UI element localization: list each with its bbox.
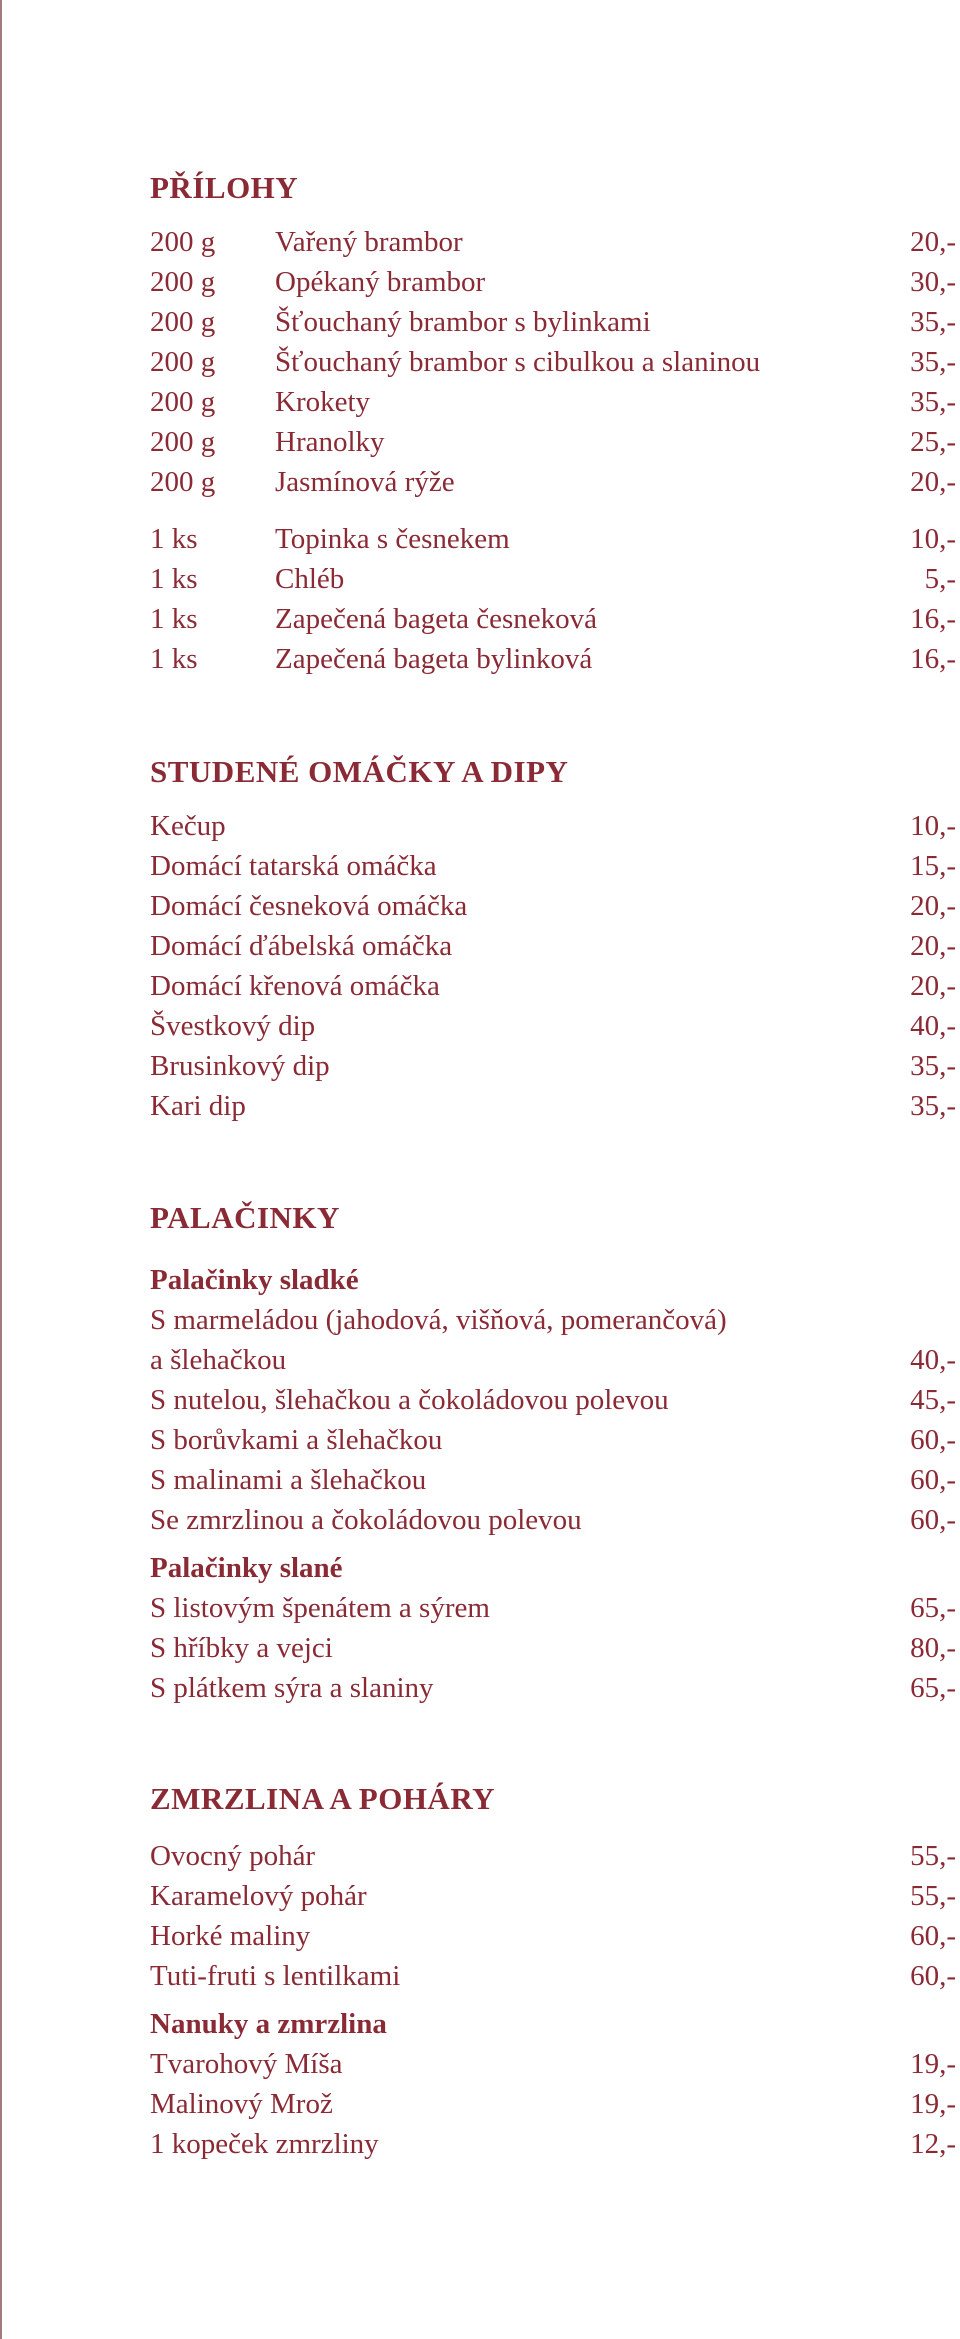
item-price: 40,- bbox=[910, 1010, 956, 1042]
item-name: Šťouchaný brambor s bylinkami bbox=[275, 306, 651, 338]
menu-item bbox=[150, 342, 956, 382]
item-name: Švestkový dip bbox=[150, 1010, 316, 1042]
item-price: 55,- bbox=[910, 1880, 956, 1912]
item-name: Tuti-fruti s lentilkami bbox=[150, 1960, 401, 1992]
menu-item bbox=[150, 1916, 956, 1956]
menu-item bbox=[150, 1086, 956, 1126]
item-price: 45,- bbox=[910, 1384, 956, 1416]
item-qty: 200 g bbox=[150, 226, 216, 258]
menu-item bbox=[150, 1340, 956, 1380]
section-title-prilohy: PŘÍLOHY bbox=[150, 170, 299, 205]
item-name: Ovocný pohár bbox=[150, 1840, 316, 1872]
item-name: Jasmínová rýže bbox=[275, 466, 455, 498]
left-border-line bbox=[0, 0, 2, 2339]
item-name: Domácí ďábelská omáčka bbox=[150, 930, 453, 962]
item-price: 35,- bbox=[910, 346, 956, 378]
item-price: 25,- bbox=[910, 426, 956, 458]
item-name: Domácí tatarská omáčka bbox=[150, 850, 437, 882]
item-price: 15,- bbox=[910, 850, 956, 882]
subsection-title-sweet: Palačinky sladké bbox=[150, 1264, 359, 1296]
item-price: 35,- bbox=[910, 306, 956, 338]
item-price: 20,- bbox=[910, 226, 956, 258]
menu-item bbox=[150, 302, 956, 342]
item-qty: 1 ks bbox=[150, 643, 198, 675]
item-name: Horké maliny bbox=[150, 1920, 311, 1952]
item-price: 65,- bbox=[910, 1592, 956, 1624]
menu-item bbox=[150, 262, 956, 302]
item-name: S malinami a šlehačkou bbox=[150, 1464, 427, 1496]
item-name: S hříbky a vejci bbox=[150, 1632, 333, 1664]
menu-item bbox=[150, 806, 956, 846]
menu-item bbox=[150, 1420, 956, 1460]
item-price: 20,- bbox=[910, 930, 956, 962]
item-name: Šťouchaný brambor s cibulkou a slaninou bbox=[275, 346, 761, 378]
item-name: Chléb bbox=[275, 563, 345, 595]
menu-item bbox=[150, 519, 956, 559]
item-price: 20,- bbox=[910, 466, 956, 498]
item-name: S plátkem sýra a slaniny bbox=[150, 1672, 434, 1704]
item-price: 60,- bbox=[910, 1504, 956, 1536]
menu-item bbox=[150, 926, 956, 966]
item-name: a šlehačkou bbox=[150, 1344, 287, 1376]
item-name: Tvarohový Míša bbox=[150, 2048, 343, 2080]
subsection-title-salty: Palačinky slané bbox=[150, 1552, 343, 1584]
item-name: Karamelový pohár bbox=[150, 1880, 367, 1912]
item-price: 55,- bbox=[910, 1840, 956, 1872]
item-price: 20,- bbox=[910, 890, 956, 922]
menu-item bbox=[150, 966, 956, 1006]
menu-item bbox=[150, 2124, 956, 2164]
item-name: S nutelou, šlehačkou a čokoládovou polevou bbox=[150, 1384, 669, 1416]
item-name: Topinka s česnekem bbox=[275, 523, 510, 555]
menu-item bbox=[150, 886, 956, 926]
item-price: 10,- bbox=[910, 810, 956, 842]
item-price: 60,- bbox=[910, 1920, 956, 1952]
menu-item bbox=[150, 462, 956, 502]
item-name: 1 kopeček zmrzliny bbox=[150, 2128, 379, 2160]
item-name: Domácí česneková omáčka bbox=[150, 890, 468, 922]
subsection-title-nanuky: Nanuky a zmrzlina bbox=[150, 2008, 387, 2040]
item-price: 19,- bbox=[910, 2048, 956, 2080]
item-price: 16,- bbox=[910, 643, 956, 675]
item-name: S borůvkami a šlehačkou bbox=[150, 1424, 443, 1456]
menu-item bbox=[150, 1668, 956, 1708]
item-qty: 200 g bbox=[150, 266, 216, 298]
menu-item bbox=[150, 1500, 956, 1540]
menu-item bbox=[150, 639, 956, 679]
item-qty: 200 g bbox=[150, 426, 216, 458]
item-price: 12,- bbox=[910, 2128, 956, 2160]
menu-item bbox=[150, 1460, 956, 1500]
section-title-zmrzlina: ZMRZLINA A POHÁRY bbox=[150, 1781, 496, 1816]
item-price: 16,- bbox=[910, 603, 956, 635]
item-qty: 200 g bbox=[150, 346, 216, 378]
menu-item bbox=[150, 1628, 956, 1668]
item-qty: 1 ks bbox=[150, 603, 198, 635]
item-name: Krokety bbox=[275, 386, 371, 418]
menu-item bbox=[150, 1300, 956, 1340]
item-name: Zapečená bageta bylinková bbox=[275, 643, 593, 675]
item-price: 65,- bbox=[910, 1672, 956, 1704]
item-qty: 200 g bbox=[150, 386, 216, 418]
menu-item bbox=[150, 222, 956, 262]
item-name: Hranolky bbox=[275, 426, 385, 458]
item-price: 60,- bbox=[910, 1464, 956, 1496]
item-name: Se zmrzlinou a čokoládovou polevou bbox=[150, 1504, 582, 1536]
item-qty: 200 g bbox=[150, 306, 216, 338]
menu-item bbox=[150, 599, 956, 639]
item-qty: 1 ks bbox=[150, 563, 198, 595]
item-name: Vařený brambor bbox=[275, 226, 463, 258]
item-price: 35,- bbox=[910, 1050, 956, 1082]
menu-item bbox=[150, 1836, 956, 1876]
item-price: 10,- bbox=[910, 523, 956, 555]
menu-item bbox=[150, 1046, 956, 1086]
item-price: 35,- bbox=[910, 1090, 956, 1122]
menu-item bbox=[150, 1876, 956, 1916]
item-price: 20,- bbox=[910, 970, 956, 1002]
menu-item bbox=[150, 1006, 956, 1046]
menu-item bbox=[150, 1956, 956, 1996]
item-name: S marmeládou (jahodová, višňová, pomerančová) bbox=[150, 1304, 727, 1336]
item-qty: 1 ks bbox=[150, 523, 198, 555]
item-name: Domácí křenová omáčka bbox=[150, 970, 440, 1002]
section-title-omacky: STUDENÉ OMÁČKY A DIPY bbox=[150, 754, 569, 789]
menu-item bbox=[150, 846, 956, 886]
item-price: 60,- bbox=[910, 1960, 956, 1992]
item-name: Opékaný brambor bbox=[275, 266, 486, 298]
item-name: Kečup bbox=[150, 810, 226, 842]
item-price: 40,- bbox=[910, 1344, 956, 1376]
item-name: Kari dip bbox=[150, 1090, 246, 1122]
item-price: 80,- bbox=[910, 1632, 956, 1664]
item-name: Zapečená bageta česneková bbox=[275, 603, 598, 635]
menu-item bbox=[150, 382, 956, 422]
item-name: Brusinkový dip bbox=[150, 1050, 330, 1082]
item-name: S listovým špenátem a sýrem bbox=[150, 1592, 490, 1624]
menu-item bbox=[150, 422, 956, 462]
item-price: 30,- bbox=[910, 266, 956, 298]
item-price: 5,- bbox=[924, 563, 956, 595]
item-name: Malinový Mrož bbox=[150, 2088, 333, 2120]
item-price: 35,- bbox=[910, 386, 956, 418]
menu-item bbox=[150, 1380, 956, 1420]
section-title-palacinky: PALAČINKY bbox=[150, 1200, 340, 1235]
item-qty: 200 g bbox=[150, 466, 216, 498]
menu-item bbox=[150, 1588, 956, 1628]
menu-item bbox=[150, 2044, 956, 2084]
item-price: 19,- bbox=[910, 2088, 956, 2120]
item-price: 60,- bbox=[910, 1424, 956, 1456]
menu-item bbox=[150, 2084, 956, 2124]
menu-item bbox=[150, 559, 956, 599]
